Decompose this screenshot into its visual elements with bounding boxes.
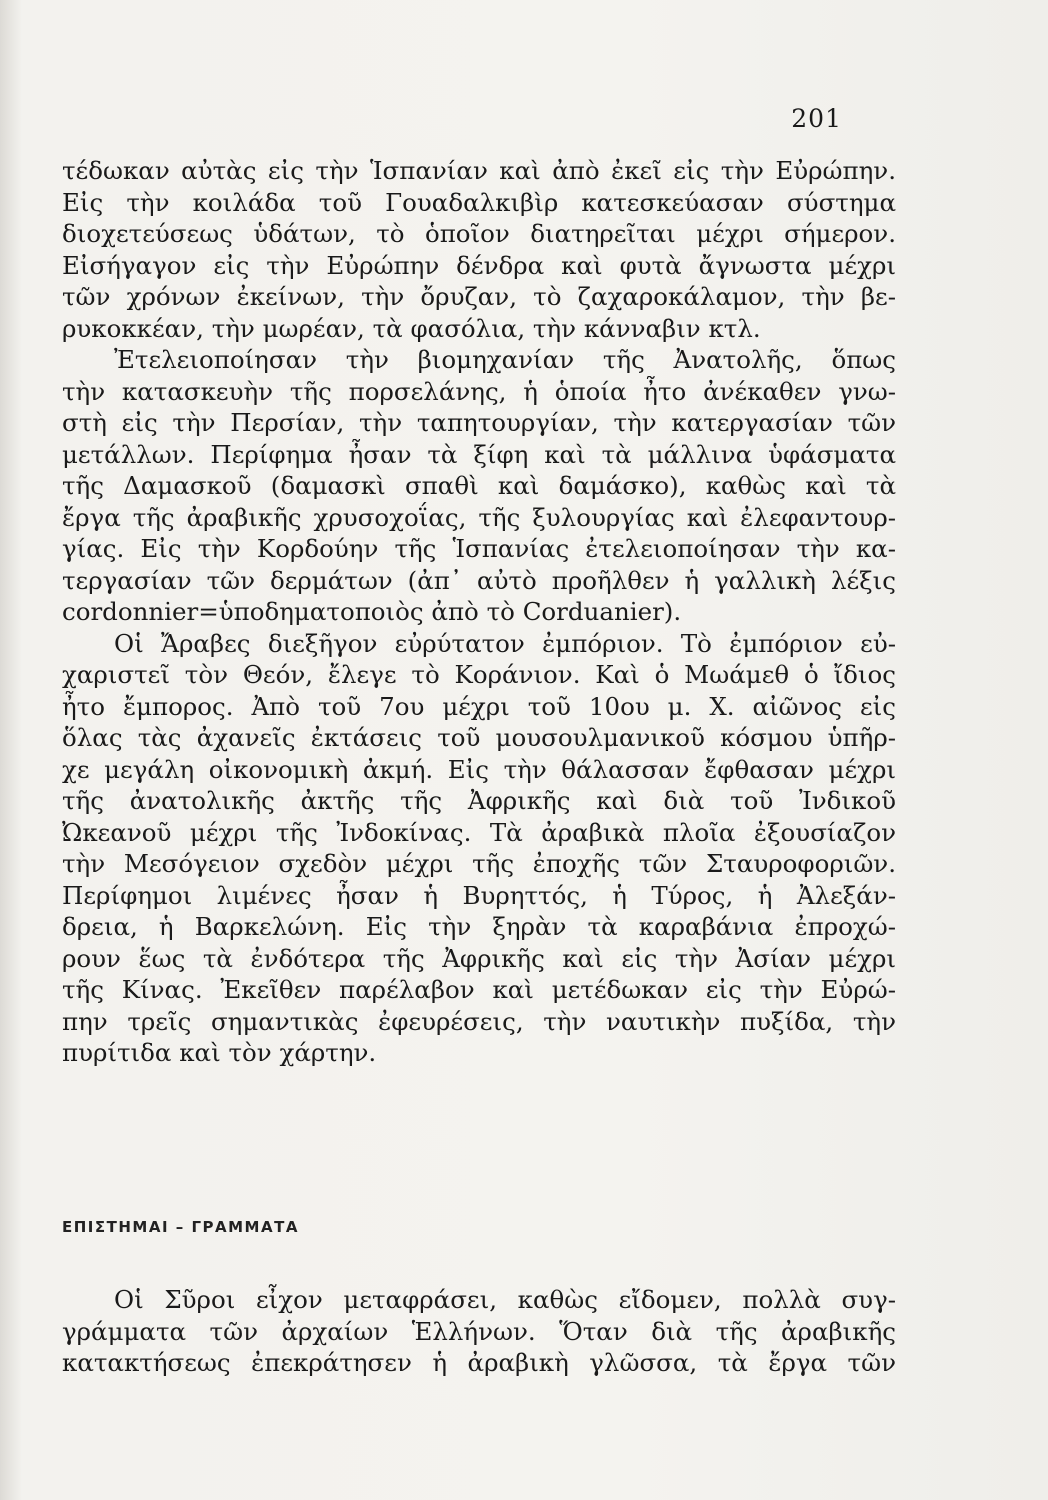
- text-line: τὴν κατασκευὴν τῆς πορσελάνης, ἡ ὁποία ἦτο ἀνέκαθεν γνω-: [62, 376, 896, 406]
- text-line: ὅλας τὰς ἀχανεῖς ἐκτάσεις τοῦ μουσουλμανικοῦ κόσμου ὑπῆρ-: [62, 723, 896, 752]
- text-line: ρυκοκκέαν, τὴν μωρέαν, τὰ φασόλια, τὴν κάνναβιν κτλ.: [62, 313, 761, 343]
- text-line: γράμματα τῶν ἀρχαίων Ἑλλήνων. Ὅταν διὰ τῆς ἀραβικῆς: [62, 1316, 896, 1346]
- text-line: Οἱ Σῦροι εἶχον μεταφράσει, καθὼς εἴδομεν, πολλὰ συγ-: [114, 1285, 896, 1314]
- text-line: πην τρεῖς σημαντικὰς ἐφευρέσεις, τὴν ναυτικὴν πυξίδα, τὴν: [62, 1006, 896, 1036]
- text-line: πυρίτιδα καὶ τὸν χάρτην.: [62, 1038, 377, 1067]
- section-one-text: [62, 155, 896, 1069]
- text-line: τὴν Μεσόγειον σχεδὸν μέχρι τῆς ἐποχῆς τῶν Σταυροφοριῶν.: [62, 849, 896, 878]
- text-line: τεργασίαν τῶν δερμάτων (ἀπ᾿ αὐτὸ προῆλθεν ἡ γαλλικὴ λέξις: [62, 565, 896, 595]
- text-line: τῶν χρόνων ἐκείνων, τὴν ὄρυζαν, τὸ ζαχαροκάλαμον, τὴν βε-: [62, 282, 896, 311]
- text-line: τῆς Κίνας. Ἐκεῖθεν παρέλαβον καὶ μετέδωκαν εἰς τὴν Εὐρώ-: [62, 975, 896, 1004]
- text-line: στὴ εἰς τὴν Περσίαν, τὴν ταπητουργίαν, τὴν κατεργασίαν τῶν: [62, 408, 896, 437]
- section-heading: ΕΠΙΣΤΗΜΑΙ – ΓΡΑΜΜΑΤΑ: [62, 1218, 299, 1236]
- text-line: ἔργα τῆς ἀραβικῆς χρυσοχοΐας, τῆς ξυλουργίας καὶ ἐλεφαντουρ-: [62, 502, 896, 532]
- text-line: Ὠκεανοῦ μέχρι τῆς Ἰνδοκίνας. Τὰ ἀραβικὰ πλοῖα ἐξουσίαζον: [62, 817, 896, 847]
- text-line: μετάλλων. Περίφημα ἦσαν τὰ ξίφη καὶ τὰ μάλλινα ὑφάσματα: [62, 439, 896, 469]
- section-two-text: [62, 1284, 896, 1379]
- text-line: τέδωκαν αὐτὰς εἰς τὴν Ἱσπανίαν καὶ ἀπὸ ἐκεῖ εἰς τὴν Εὐρώπην.: [62, 156, 896, 185]
- text-line: Περίφημοι λιμένες ἦσαν ἡ Βυρηττός, ἡ Τύρος, ἡ Ἀλεξάν-: [62, 880, 896, 910]
- text-line: Οἱ Ἄραβες διεξῆγον εὐρύτατον ἐμπόριον. Τὸ ἐμπόριον εὐ-: [114, 628, 896, 658]
- text-line: cordonnier=ὑποδηματοποιὸς ἀπὸ τὸ Corduanier).: [62, 597, 682, 626]
- text-line: Ἐτελειοποίησαν τὴν βιομηχανίαν τῆς Ἀνατολῆς, ὅπως: [114, 345, 896, 374]
- page-number: 201: [791, 104, 842, 133]
- text-line: ρουν ἕως τὰ ἐνδότερα τῆς Ἀφρικῆς καὶ εἰς τὴν Ἀσίαν μέχρι: [62, 943, 896, 973]
- text-line: χε μεγάλη οἰκονομικὴ ἀκμή. Εἰς τὴν θάλασσαν ἔφθασαν μέχρι: [62, 754, 896, 784]
- text-line: χαριστεῖ τὸν Θεόν, ἔλεγε τὸ Κοράνιον. Καὶ ὁ Μωάμεθ ὁ ἴδιος: [62, 660, 896, 689]
- text-line: Εἰσήγαγον εἰς τὴν Εὐρώπην δένδρα καὶ φυτὰ ἄγνωστα μέχρι: [62, 250, 896, 280]
- text-line: ἦτο ἔμπορος. Ἀπὸ τοῦ 7ου μέχρι τοῦ 10ου μ. Χ. αἰῶνος εἰς: [62, 691, 896, 721]
- text-line: δρεια, ἡ Βαρκελώνη. Εἰς τὴν ξηρὰν τὰ καραβάνια ἐπροχώ-: [62, 912, 896, 941]
- text-line: διοχετεύσεως ὑδάτων, τὸ ὁποῖον διατηρεῖται μέχρι σήμερον.: [62, 219, 896, 248]
- text-line: τῆς Δαμασκοῦ (δαμασκὶ σπαθὶ καὶ δαμάσκο), καθὼς καὶ τὰ: [62, 471, 896, 500]
- text-line: κατακτήσεως ἐπεκράτησεν ἡ ἀραβικὴ γλῶσσα, τὰ ἔργα τῶν: [62, 1348, 896, 1377]
- text-line: γίας. Εἰς τὴν Κορδούην τῆς Ἱσπανίας ἐτελειοποίησαν τὴν κα-: [62, 534, 896, 563]
- text-line: Εἰς τὴν κοιλάδα τοῦ Γουαδαλκιβὶρ κατεσκεύασαν σύστημα: [62, 187, 896, 217]
- text-line: τῆς ἀνατολικῆς ἀκτῆς τῆς Ἀφρικῆς καὶ διὰ τοῦ Ἰνδικοῦ: [62, 786, 896, 815]
